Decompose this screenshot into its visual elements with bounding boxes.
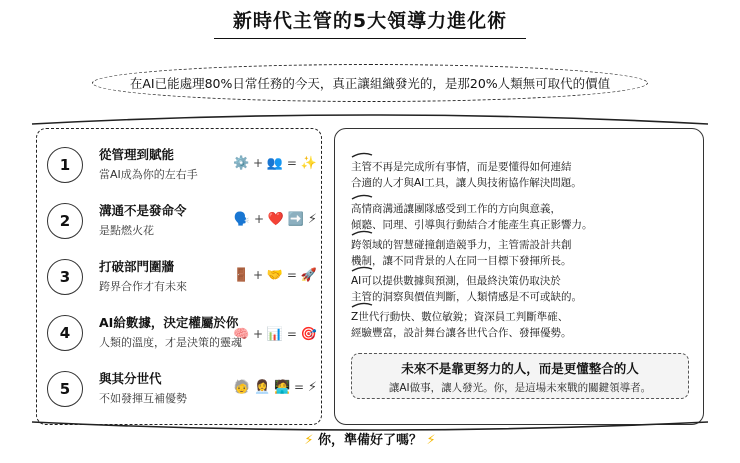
title-underline [214,38,526,39]
footer-text: 你，準備好了嗎？ [317,433,422,448]
equals-sign: = [286,327,297,341]
people-icon: 👥 [266,156,284,171]
target-icon: 🎯 [300,327,317,342]
summary-headline: 未來不是靠更努力的人，而是更懂整合的人 [401,361,639,376]
step-subtitle: 跨界合作才有未來 [99,280,187,293]
detail-line: AI可以提供數據與預測，但最終決策仍取決於 [351,275,561,287]
step-subtitle: 當AI成為你的左右手 [99,168,198,181]
step-title: 溝通不是發命令 [99,203,187,218]
details-panel [334,128,704,425]
step-item-4 [47,313,317,359]
summary-box [351,353,689,399]
plus-sign: + [253,156,264,170]
gear-icon: ⚙️ [233,156,250,171]
detail-line: Z世代行動快、數位敏銳；資深員工判斷準確、 [351,311,569,323]
equals-sign: = [286,268,297,282]
step-number: 3 [47,259,83,295]
step-number: 5 [47,371,83,407]
lightning-icon: ⚡ [426,433,436,448]
step-number: 4 [47,315,83,351]
step-item-1 [47,145,317,191]
lightning-icon: ⚡ [307,212,317,227]
steps-panel [36,128,322,425]
door-icon: 🚪 [233,268,250,283]
handshake-icon: 🤝 [266,268,284,283]
detail-line: 合適的人才與AI工具，讓人與技術協作解決問題。 [351,177,582,189]
sparkles-icon: ✨ [300,156,317,171]
step-equation [234,380,317,395]
older-person-icon: 🧓 [233,380,251,395]
plus-sign: + [253,327,264,341]
detail-line: 機制，讓不同背景的人在同一目標下發揮所長。 [351,255,572,267]
step-subtitle: 是點燃火花 [99,224,154,237]
detail-line: 跨領域的智慧碰撞創造競爭力，主管需設計共創 [351,239,572,251]
step-equation [233,156,317,171]
rocket-icon: 🚀 [300,268,317,283]
step-equation [233,268,317,283]
footer-callout [0,429,740,448]
speaking-head-icon: 🗣️ [233,212,251,227]
lightning-icon: ⚡ [304,433,314,448]
step-title: 打破部門圍牆 [99,259,175,274]
lightning-icon: ⚡ [307,380,317,395]
technologist-icon: 🧑‍💻 [273,380,291,395]
step-title: AI給數據，決定權屬於你 [99,315,239,330]
detail-line: 主管的洞察與價值判斷，人類情感是不可或缺的。 [351,291,582,303]
heart-icon: ❤️ [267,212,285,227]
brain-icon: 🧠 [233,327,250,342]
office-worker-icon: 👩‍💼 [253,380,271,395]
step-title: 從管理到賦能 [99,147,175,162]
intro-text: 在AI已能處理80%日常任務的今天，真正讓組織發光的，是那20%人類無可取代的價值 [129,76,611,91]
intro-banner [92,64,648,102]
equals-sign: = [293,380,305,394]
plus-sign: + [253,268,264,282]
detail-line: 傾聽、同理、引導與行動結合才能產生真正影響力。 [351,219,593,231]
detail-paragraph-5 [351,309,697,341]
step-item-3 [47,257,317,303]
bar-chart-icon: 📊 [266,327,284,342]
swash-icon [351,151,373,159]
swash-icon [351,229,373,237]
frame-top-curve [30,110,710,128]
detail-paragraph-4 [351,273,697,305]
detail-line: 主管不再是完成所有事情，而是要懂得如何連結 [351,161,572,173]
detail-paragraph-3 [351,237,697,269]
detail-line: 經驗豐富，設計舞台讓各世代合作、發揮優勢。 [351,327,572,339]
swash-icon [351,193,373,201]
step-item-2 [47,201,317,247]
arrow-right-icon: ➡️ [287,212,305,227]
swash-icon [351,265,373,273]
step-number: 2 [47,203,83,239]
step-equation [234,212,317,227]
swash-icon [351,301,373,309]
step-item-5 [47,369,317,415]
step-equation [233,327,317,342]
step-number: 1 [47,147,83,183]
step-subtitle: 不如發揮互補優勢 [99,392,187,405]
plus-sign: + [253,212,264,226]
step-subtitle: 人類的溫度，才是決策的靈魂 [99,336,242,349]
detail-line: 高情商溝通讓團隊感受到工作的方向與意義， [351,203,561,215]
summary-subline: 讓AI做事，讓人發光。你，是這場未來戰的關鍵領導者。 [388,382,652,394]
page-title: 新時代主管的5大領導力進化術 [232,10,508,32]
detail-paragraph-1 [351,159,697,191]
equals-sign: = [286,156,297,170]
detail-paragraph-2 [351,201,697,233]
step-title: 與其分世代 [99,371,162,386]
